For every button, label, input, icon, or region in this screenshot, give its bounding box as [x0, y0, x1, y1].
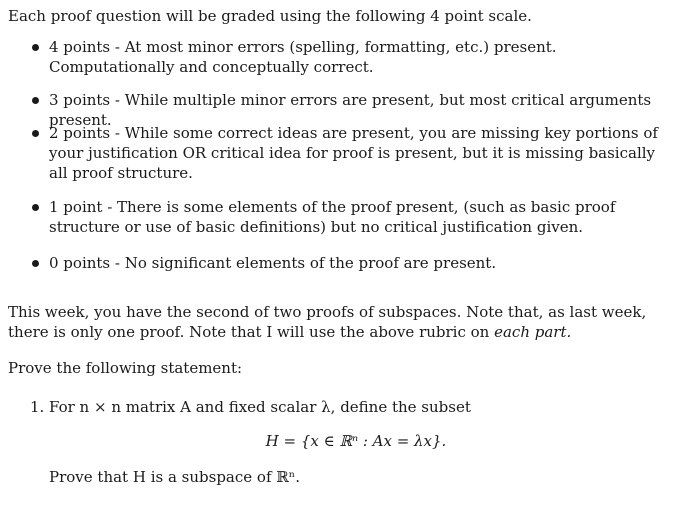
rubric-item-2-points — [49, 123, 659, 183]
bullet-icon — [32, 97, 39, 104]
rubric-text: 4 points - At most minor errors (spelling, formatting, etc.) present. Computationally and conceptually correct. — [49, 38, 557, 76]
problem-number: 1. — [30, 398, 45, 416]
problem-statement: For n × n matrix A and fixed scalar λ, define the subset — [49, 398, 471, 416]
prove-instruction: Prove the following statement: — [8, 359, 243, 377]
rubric-item-4-points — [49, 37, 659, 77]
rubric-item-0-points — [49, 253, 659, 273]
rubric-text: 1 point - There is some elements of the proof present, (such as basic proof structure or use of basic definitions) but no critical justification given. — [49, 198, 616, 236]
week-note — [8, 302, 668, 342]
bullet-icon — [32, 44, 39, 51]
week-note-text: This week, you have the second of two proofs of subspaces. Note that, as last week, there is only one proof. Note that I will use the above rubric on — [8, 303, 647, 341]
bullet-icon — [32, 130, 39, 137]
week-note-emphasis: each part. — [494, 323, 572, 341]
display-equation: H = {x ∈ ℝⁿ : Ax = λx}. — [265, 432, 447, 450]
rubric-text: 0 points - No significant elements of the proof are present. — [49, 254, 497, 272]
grading-intro: Each proof question will be graded using the following 4 point scale. — [8, 7, 532, 25]
rubric-text: 2 points - While some correct ideas are present, you are missing key portions of your justification OR critical idea for proof is present, but it is missing basically all proof structure. — [49, 124, 658, 182]
rubric-text: 3 points - While multiple minor errors are present, but most critical arguments present. — [49, 91, 652, 129]
rubric-item-1-point — [49, 197, 659, 237]
bullet-icon — [32, 204, 39, 211]
bullet-icon — [32, 260, 39, 267]
problem-conclusion: Prove that H is a subspace of ℝⁿ. — [49, 468, 300, 486]
